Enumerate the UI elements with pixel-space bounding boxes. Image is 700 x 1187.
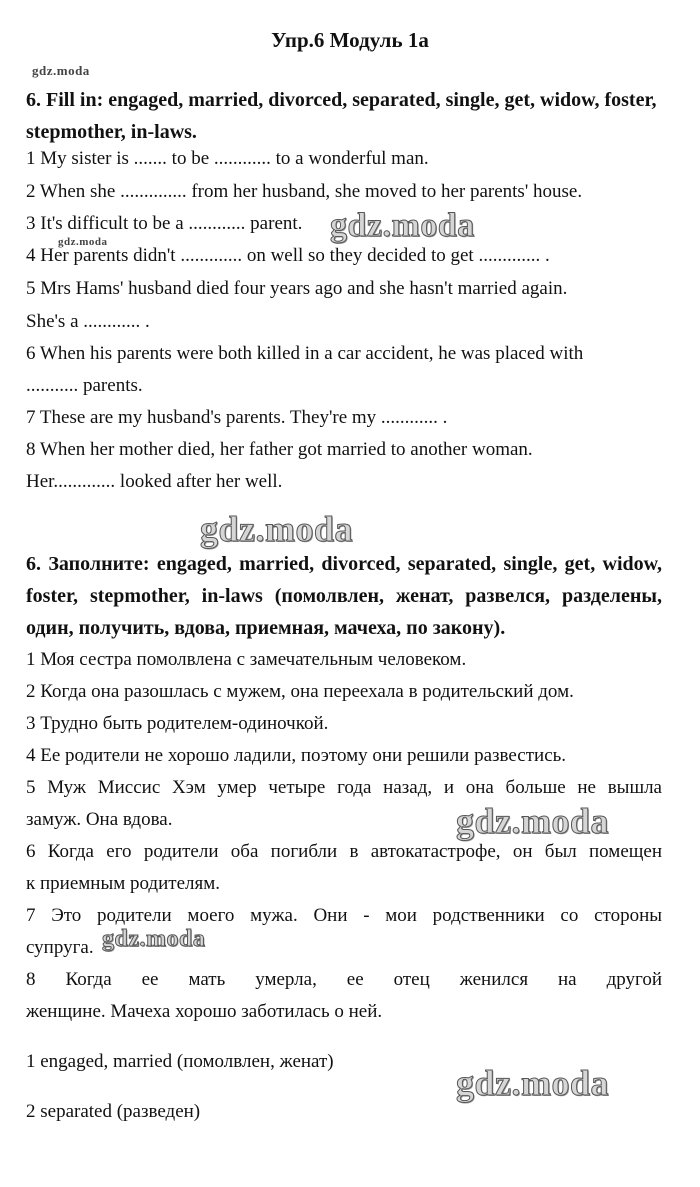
en-line-8: 8 When her mother died, her father got married to another woman.: [26, 439, 533, 460]
watermark-1: gdz.moda: [330, 207, 475, 244]
ru-line-2: 2 Когда она разошлась с мужем, она переехала в родительский дом.: [26, 681, 574, 702]
en-line-8-cont: Her............. looked after her well.: [26, 471, 283, 492]
en-line-5-cont: She's a ............ .: [26, 311, 150, 332]
en-line-4: 4 Her parents didn't ............. on well so they decided to get ............. .: [26, 245, 550, 266]
watermark-small-2: gdz.moda: [58, 236, 108, 248]
ru-line-8-cont: женщине. Мачеха хорошо заботилась о ней.: [26, 1001, 383, 1022]
ru-line-6-cont: к приемным родителям.: [26, 873, 220, 894]
ru-line-4: 4 Ее родители не хорошо ладили, поэтому они решили развестись.: [26, 745, 567, 766]
ru-line-5: 5 Муж Миссис Хэм умер четыре года назад, и она больше не вышла: [26, 777, 662, 798]
watermark-small-top: gdz.moda: [32, 63, 90, 78]
watermark-5: gdz.moda: [456, 1063, 610, 1103]
ru-line-6: 6 Когда его родители оба погибли в автокатастрофе, он был помещен: [26, 841, 662, 862]
ru-line-3: 3 Трудно быть родителем-одиночкой.: [26, 713, 329, 734]
answer-2: 2 separated (разведен): [26, 1101, 201, 1122]
answer-1: 1 engaged, married (помолвлен, женат): [26, 1051, 334, 1072]
en-line-6-cont: ........... parents.: [26, 375, 143, 396]
task-heading-en: 6. Fill in: engaged, married, divorced, separated, single, get, widow, foster, stepmother, in-laws.: [26, 89, 657, 143]
en-line-2: 2 When she .............. from her husband, she moved to her parents' house.: [26, 181, 583, 202]
en-line-7: 7 These are my husband's parents. They're my ............ .: [26, 407, 448, 428]
task-heading-ru: 6. Заполните: engaged, married, divorced, separated, single, get, widow, foster, stepmother, in-laws (помолвлен, женат, развелся, разделены, один, получить, вдова, приемная, мачеха, по закону).: [26, 553, 662, 639]
page-title: Упр.6 Модуль 1а: [271, 28, 429, 52]
en-line-5: 5 Mrs Hams' husband died four years ago and she hasn't married again.: [26, 278, 568, 299]
ru-line-7-cont: супруга.: [26, 937, 94, 958]
en-line-6: 6 When his parents were both killed in a car accident, he was placed with: [26, 343, 584, 364]
en-line-1: 1 My sister is ....... to be ............ to a wonderful man.: [26, 148, 429, 169]
watermark-3: gdz.moda: [456, 801, 610, 841]
ru-line-8: 8 Когда ее мать умерла, ее отец женился на другой: [26, 969, 662, 990]
ru-line-7: 7 Это родители моего мужа. Они - мои родственники со стороны: [26, 905, 662, 926]
ru-line-5-cont: замуж. Она вдова.: [26, 809, 173, 830]
ru-line-1: 1 Моя сестра помолвлена с замечательным человеком.: [26, 649, 467, 670]
watermark-2: gdz.moda: [200, 509, 354, 549]
watermark-4: gdz.moda: [102, 926, 206, 952]
en-line-3: 3 It's difficult to be a ............ parent.: [26, 213, 303, 234]
